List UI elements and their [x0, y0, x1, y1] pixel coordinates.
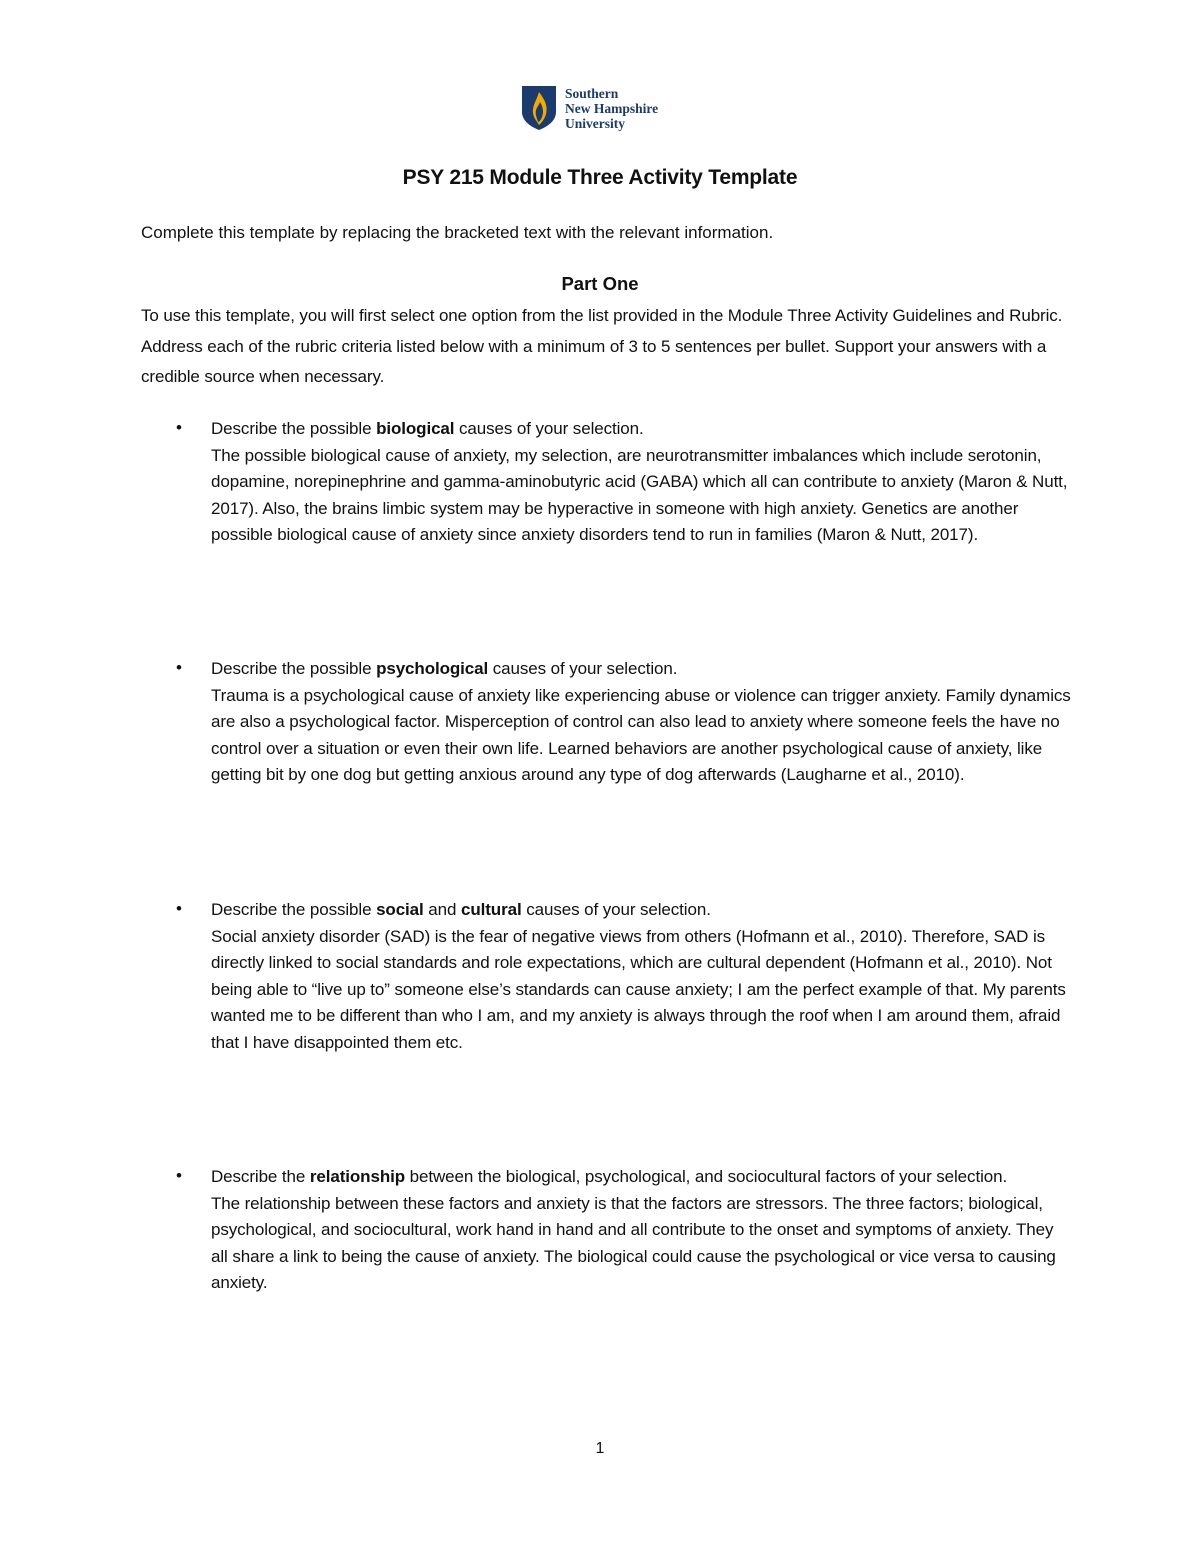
list-item-psychological — [211, 656, 1071, 789]
bullet-marker: • — [176, 418, 182, 437]
bullet-marker: • — [176, 658, 182, 677]
list-item-relationship — [211, 1164, 1071, 1297]
part-one-heading: Part One — [561, 273, 639, 294]
relationship-keyword: relationship — [309, 1167, 406, 1186]
logo-line-3: University — [565, 115, 625, 131]
instructions-text: Complete this template by replacing the bracketed text with the relevant information. — [141, 223, 774, 242]
psychological-answer: Trauma is a psychological cause of anxiety like experiencing abuse or violence can trigger anxiety. Family dynamics are also a psychological factor. Misperception of control can also lead to anxiety where someone feels the have no control over a situation or even their own life. Learned behaviors are another psychological cause of anxiety, like getting bit by one dog but getting anxious around any type of dog afterwards (Laugharne et al., 2010). — [211, 685, 1071, 784]
biological-keyword: biological — [376, 419, 455, 438]
biological-answer: The possible biological cause of anxiety, my selection, are neurotransmitter imbalances which include serotonin, dopamine, norepinephrine and gamma-aminobutyric acid (GABA) which all can contribute to anxiety (Maron & Nutt, 2017). Also, the brains limbic system may be hyperactive in someone with high anxiety. Genetics are another possible biological cause of anxiety since anxiety disorders tend to run in families (Maron & Nutt, 2017). — [211, 445, 1068, 544]
flame-shield-icon — [521, 85, 557, 131]
list-item-sociocultural — [211, 897, 1071, 1056]
cultural-keyword: cultural — [460, 900, 522, 919]
sociocultural-prompt: Describe the possible social and cultural causes of your selection. — [211, 900, 711, 919]
social-keyword: social — [376, 900, 424, 919]
relationship-answer: The relationship between these factors and anxiety is that the factors are stressors. The three factors; biological, psychological, and sociocultural, work hand in hand and all contribute to the onset and symptoms of anxiety. They all share a link to being the cause of anxiety. The biological could cause the psychological or vice versa to causing anxiety. — [211, 1193, 1056, 1292]
logo-line-2: New Hampshire — [565, 100, 659, 116]
bullet-marker: • — [176, 899, 182, 918]
psychological-prompt: Describe the possible psychological causes of your selection. — [211, 659, 678, 678]
psychological-keyword: psychological — [376, 659, 489, 678]
document-title: PSY 215 Module Three Activity Template — [402, 166, 798, 189]
university-logo — [521, 84, 658, 132]
biological-prompt: Describe the possible biological causes of your selection. — [211, 419, 644, 438]
sociocultural-answer: Social anxiety disorder (SAD) is the fear of negative views from others (Hofmann et al., 2010). Therefore, SAD is directly linked to social standards and role expectations, which are cultural dependent (Hofmann et al., 2010). Not being able to “live up to” someone else’s standards can cause anxiety; I am the perfect example of that. My parents wanted me to be different than who I am, and my anxiety is always through the roof when I am around them, afraid that I have disappointed them etc. — [211, 926, 1066, 1052]
intro-paragraph: To use this template, you will first select one option from the list provided in the Module Three Activity Guidelines and Rubric. Address each of the rubric criteria listed below with a minimum of 3 to 5 sentences per bullet. Support your answers with a credible source when necessary. — [141, 306, 1063, 386]
bullet-marker: • — [176, 1166, 182, 1185]
logo-line-1: Southern — [565, 85, 619, 101]
relationship-prompt: Describe the relationship between the biological, psychological, and sociocultural factors of your selection. — [211, 1167, 1008, 1186]
page-number: 1 — [595, 1440, 605, 1457]
list-item-biological — [211, 416, 1071, 549]
logo-wordmark — [565, 86, 658, 131]
